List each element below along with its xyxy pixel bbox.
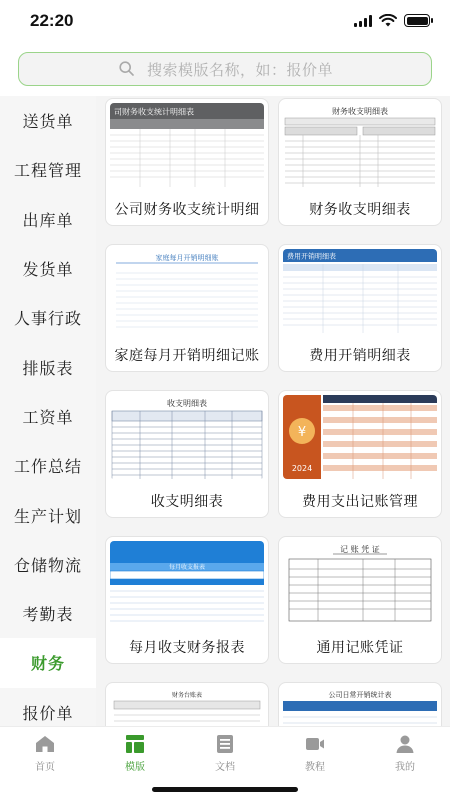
template-thumbnail bbox=[110, 687, 264, 726]
thumb-heading: 家庭每月开销明细账 bbox=[155, 254, 219, 262]
template-card[interactable] bbox=[105, 536, 269, 664]
search-icon bbox=[119, 61, 134, 76]
sidebar-item-shipping[interactable]: 发货单 bbox=[22, 260, 74, 280]
tab-label: 我的 bbox=[395, 762, 415, 773]
template-thumbnail bbox=[283, 249, 437, 333]
template-title: 费用支出记账管理 bbox=[302, 494, 418, 510]
status-bar bbox=[0, 0, 450, 44]
tab-label: 教程 bbox=[305, 762, 325, 773]
sidebar-item-attendance[interactable]: 考勤表 bbox=[22, 605, 74, 625]
profile-icon bbox=[394, 733, 416, 755]
template-thumbnail bbox=[283, 687, 437, 726]
template-card[interactable] bbox=[278, 390, 442, 518]
template-title: 家庭每月开销明细记账 bbox=[114, 348, 260, 364]
template-card[interactable] bbox=[105, 98, 269, 226]
template-thumbnail bbox=[283, 541, 437, 625]
thumb-heading: 财务收支明细表 bbox=[332, 107, 388, 116]
sidebar-item-hr-admin[interactable]: 人事行政 bbox=[13, 309, 82, 329]
template-thumbnail bbox=[110, 541, 264, 625]
template-card[interactable] bbox=[105, 390, 269, 518]
template-card[interactable] bbox=[105, 244, 269, 372]
thumb-heading: 收支明细表 bbox=[167, 399, 207, 408]
sidebar-item-outbound[interactable]: 出库单 bbox=[22, 210, 74, 230]
template-thumbnail bbox=[110, 395, 264, 479]
home-indicator bbox=[152, 787, 298, 792]
template-title: 收支明细表 bbox=[150, 494, 224, 510]
thumb-heading: 记 账 凭 证 bbox=[340, 545, 380, 554]
template-title: 费用开销明细表 bbox=[309, 348, 411, 364]
template-title: 通用记账凭证 bbox=[316, 640, 404, 656]
sidebar-item-schedule[interactable]: 排版表 bbox=[22, 358, 74, 378]
thumb-heading: 司财务收支统计明细表 bbox=[114, 107, 194, 117]
template-card[interactable] bbox=[278, 536, 442, 664]
tab-home[interactable] bbox=[0, 727, 90, 800]
template-card[interactable] bbox=[278, 244, 442, 372]
template-title: 财务收支明细表 bbox=[309, 202, 411, 218]
status-time: 22:20 bbox=[30, 11, 74, 30]
tab-label: 模版 bbox=[125, 762, 145, 773]
thumb-heading: 每月收支报表 bbox=[168, 564, 206, 571]
svg-text:¥: ¥ bbox=[297, 425, 307, 440]
signal-icon bbox=[354, 15, 372, 27]
template-thumbnail bbox=[283, 395, 437, 479]
template-card[interactable] bbox=[278, 682, 442, 726]
thumb-heading: 费用开销明细表 bbox=[287, 252, 336, 261]
sidebar-item-payroll[interactable]: 工资单 bbox=[22, 407, 74, 427]
battery-icon bbox=[404, 14, 430, 27]
video-icon bbox=[304, 733, 326, 755]
sidebar-item-warehouse-logistics[interactable]: 仓储物流 bbox=[13, 555, 82, 575]
template-title: 每月收支财务报表 bbox=[129, 640, 245, 656]
template-grid bbox=[96, 96, 450, 726]
thumb-heading: 2024 bbox=[291, 464, 313, 473]
sidebar-item-quotation[interactable]: 报价单 bbox=[22, 703, 74, 723]
template-thumbnail bbox=[110, 249, 264, 333]
tab-label: 文档 bbox=[215, 762, 235, 773]
thumb-heading: 公司日常开销统计表 bbox=[328, 691, 392, 699]
template-thumbnail bbox=[283, 103, 437, 187]
template-icon bbox=[124, 733, 146, 755]
template-title: 公司财务收支统计明细 bbox=[114, 202, 260, 218]
tab-profile[interactable] bbox=[360, 727, 450, 800]
template-card[interactable] bbox=[105, 682, 269, 726]
sidebar-item-finance[interactable]: 财务 bbox=[0, 638, 96, 687]
home-icon bbox=[34, 733, 56, 755]
wifi-icon bbox=[379, 14, 397, 27]
template-thumbnail bbox=[110, 103, 264, 187]
sidebar-item-production-plan[interactable]: 生产计划 bbox=[13, 506, 82, 526]
category-sidebar bbox=[0, 96, 96, 726]
sidebar-item-delivery-note[interactable]: 送货单 bbox=[22, 112, 74, 132]
status-icons bbox=[354, 14, 430, 27]
search-placeholder: 搜索模版名称，如：报价单 bbox=[147, 60, 334, 79]
sidebar-item-work-summary[interactable]: 工作总结 bbox=[13, 457, 82, 477]
template-card[interactable] bbox=[278, 98, 442, 226]
sidebar-item-project-management[interactable]: 工程管理 bbox=[13, 161, 82, 181]
thumb-heading: 财务台账表 bbox=[171, 692, 203, 699]
tab-label: 首页 bbox=[35, 762, 55, 773]
search-bar[interactable] bbox=[18, 52, 432, 86]
document-icon bbox=[214, 733, 236, 755]
